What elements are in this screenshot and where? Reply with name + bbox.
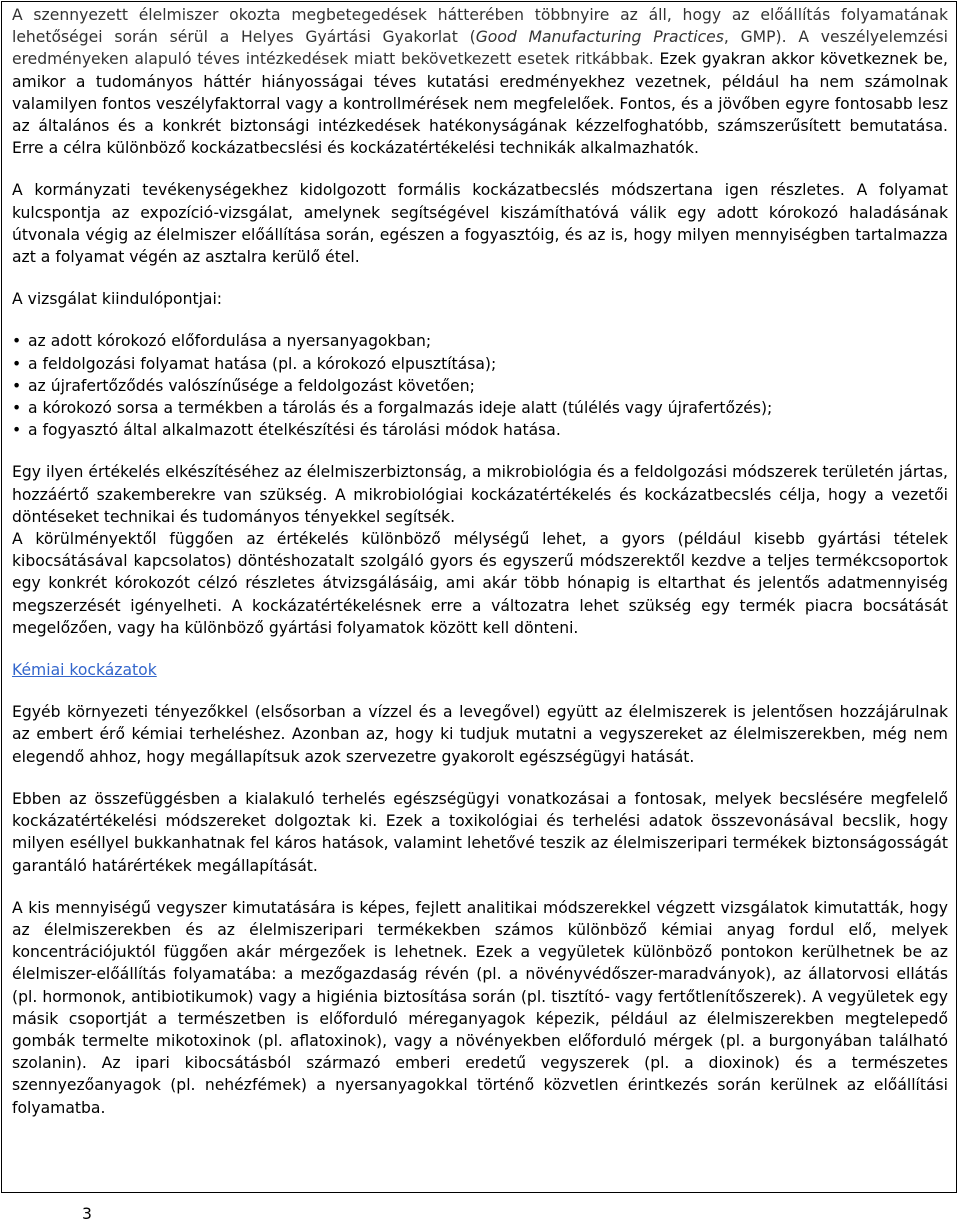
list-item [12,353,948,375]
intro-text-start: A szennyezett élelmiszer okozta megbetegedések hátterében többnyire az áll, hogy az előállítás folyamatának lehetőségei során sérül a Helyes Gyártási Gyakorlat ( [12,6,948,47]
starting-points-list [12,330,948,441]
chemical-risks-heading [12,659,948,681]
chemical-load-paragraph: Egyéb környezeti tényezőkkel (elsősorban a vízzel és a levegővel) együtt az élelmiszerek is jelentősen hozzájárulnak az embert érő kémiai terheléshez. Azonban az, hogy ki tudjuk mutatni a vegyszereket az élelmiszerekben, még nem elegendő ahhoz, hogy megállapítsuk azok szervezetre gyakorolt egészségügyi hatását. [12,703,948,766]
bullet-icon: • [12,399,22,418]
intro-text-rest: Ezek gyakran akkor következnek be, amikor a tudományos háttér hiányosságai téves kutatási eredményekhez vezetnek, például ha nem számolnak valamilyen fontos veszélyfaktorral vagy a kontrollmérések nem megfelelőek. Fontos, és a jövőben egyre fontosabb lesz az általános és a konkrét biztonsági intézkedések hatékonyságának kézzelfoghatóbb, számszerűsített bemutatása. Erre a célra különböző kockázatbecslési és kockázatértékelési technikák alkalmazhatók. [12,50,948,158]
bullet-icon: • [12,354,22,373]
chemical-risks-link[interactable]: Kémiai kockázatok [12,661,157,680]
expertise-paragraph: Egy ilyen értékelés elkészítéséhez az élelmiszerbiztonság, a mikrobiológia és a feldolgozási módszerek területén jártas, hozzáértő szakemberekre van szükség. A mikrobiológiai kockázatértékelés és kockázatbecslés célja, hogy a vezetői döntéseket technikai és tudományos tényekkel segítsék. [12,463,948,526]
page-number: 3 [82,1205,92,1223]
methodology-paragraph: A kormányzati tevékenységekhez kidolgozott formális kockázatbecslés módszertana igen részletes. A folyamat kulcspontja az expozíció-vizsgálat, amelynek segítségével kiszámíthatóvá válik egy adott kórokozó haladásának útvonala végig az élelmiszer előállítása során, egészen a fogyasztóig, és az is, hogy milyen mennyiségben tartalmazza azt a folyamat végén az asztalra kerülő étel. [12,181,948,267]
intro-text-gmp-end: , GMP). A veszélyelemzési eredményeken alapuló téves intézkedések miatt bekövetkezett esetek ritkábbak. [12,28,948,69]
intro-paragraph [12,4,948,159]
assessment-depth-paragraph: A körülményektől függően az értékelés különböző mélységű lehet, a gyors (például kisebb gyártási tételek kibocsátásával kapcsolatos) döntéshozatalt szolgáló gyors és egyszerű módszerektől kezdve a teljes termékcsoportok egy konkrét kórokozót célzó részletes átvizsgálásáig, ami akár több hónapig is eltarthat és jelentős adatmennyiség megszerzését igényelheti. A kockázatértékelésnek erre a változatra lehet szükség egy termék piacra bocsátását megelőzően, vagy ha különböző gyártási folyamatok között kell dönteni. [12,530,948,637]
bullet-icon: • [12,421,22,440]
bullet-icon: • [12,332,22,351]
list-item [12,330,948,352]
starting-points-heading: A vizsgálat kiindulópontjai: [12,290,223,309]
bullet-icon: • [12,376,22,395]
list-item [12,397,948,419]
list-item [12,419,948,441]
list-item-text: a kórokozó sorsa a termékben a tárolás és a forgalmazás ideje alatt (túlélés vagy újrafertőzés); [28,399,773,418]
document-body [12,4,948,1119]
risk-methods-paragraph: Ebben az összefüggésben a kialakuló terhelés egészségügyi vonatkozásai a fontosak, melyek becslésére megfelelő kockázatértékelési módszereket dolgoztak ki. Ezek a toxikológiai és terhelési adatok összevonásával becslik, hogy milyen eséllyel bukkanhatnak fel káros hatások, valamint lehetővé teszik az élelmiszeripari termékek biztonságosságát garantáló határértékek megállapítását. [12,789,948,875]
list-item-text: a feldolgozási folyamat hatása (pl. a kórokozó elpusztítása); [28,354,497,373]
list-item-text: az újrafertőződés valószínűsége a feldolgozást követően; [28,376,475,395]
list-item-text: a fogyasztó által alkalmazott ételkészítési és tárolási módok hatása. [28,421,561,440]
analytics-paragraph: A kis mennyiségű vegyszer kimutatására is képes, fejlett analitikai módszerekkel végzett vizsgálatok kimutatták, hogy az élelmiszerekben és az élelmiszeripari termékekben számos különböző kémiai anyag fordul elő, melyek koncentrációjuktól függően akár mérgezőek is lehetnek. Ezek a vegyületek különböző pontokon kerülhetnek be az élelmiszer-előállítás folyamatába: a mezőgazdaság révén (pl. a növényvédőszer-maradványok), az állatorvosi ellátás (pl. hormonok, antibiotikumok) vagy a higiénia biztosítása során (pl. tisztító- vagy fertőtlenítőszerek). A vegyületek egy másik csoportját a természetben is előforduló méreganyagok képezik, például az élelmiszerekben megtelepedő gombák termelte mikotoxinok (pl. aflatoxinok), vagy a növényekben előforduló mérgek (pl. a burgonyában található szolanin). Az ipari kibocsátásból származó emberi eredetű vegyszerek (pl. a dioxinok) és a természetes szennyezőanyagok (pl. nehézfémek) a nyersanyagokkal történő közvetlen érintkezés során kerülnek az előállítási folyamatba. [12,898,948,1117]
gmp-term: Good Manufacturing Practices [475,28,724,47]
list-item-text: az adott kórokozó előfordulása a nyersanyagokban; [28,332,432,351]
list-item [12,375,948,397]
